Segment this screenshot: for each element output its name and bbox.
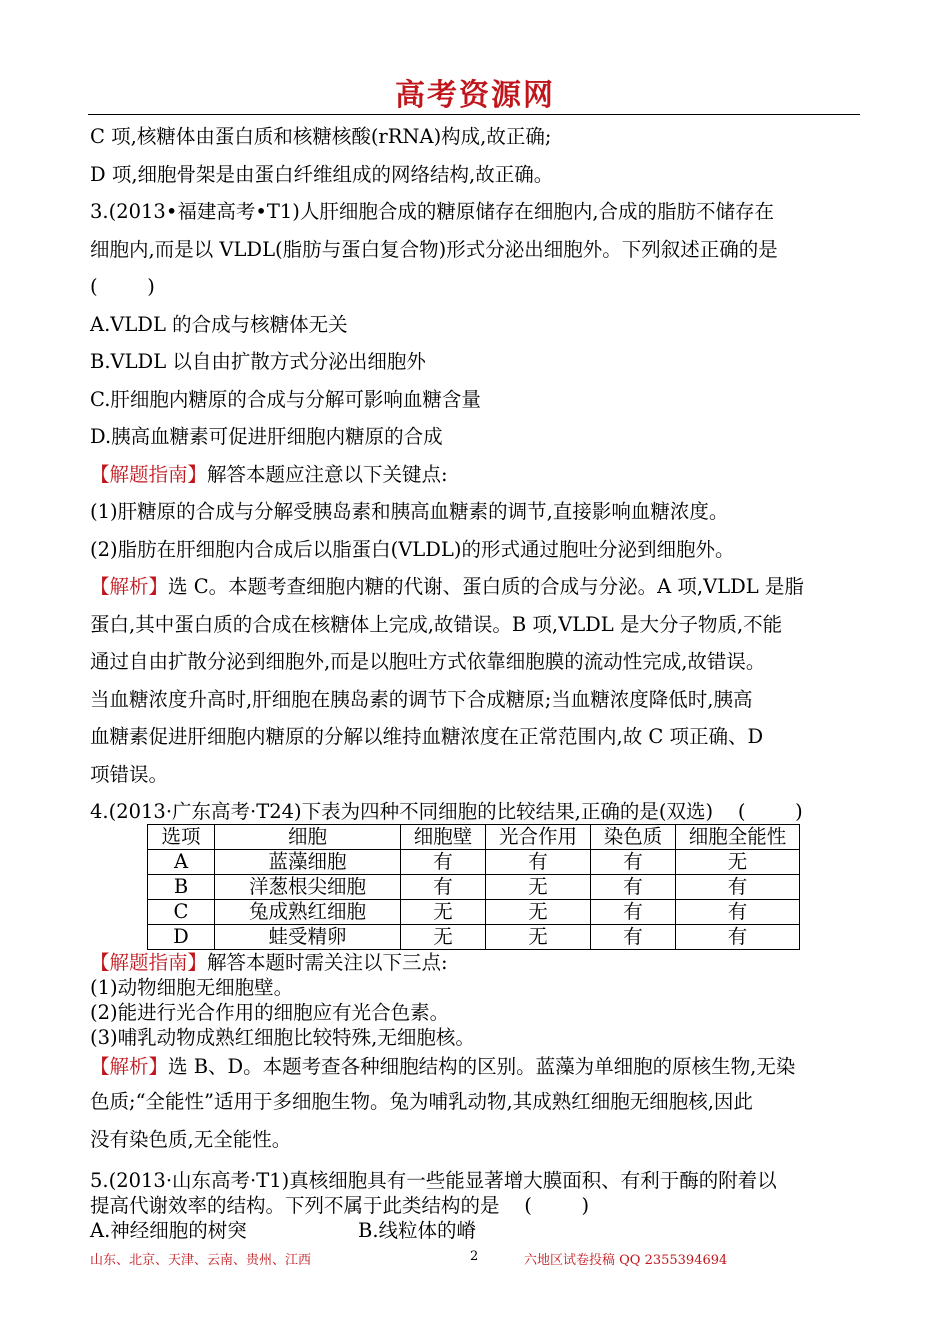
question-3-stem: 3.(2013•福建高考•T1)人肝细胞合成的糖原储存在细胞内,合成的脂肪不储存在 <box>90 200 775 223</box>
analysis-tag: 【解析】 <box>90 1055 169 1078</box>
table-cell: 洋葱根尖细胞 <box>215 875 401 900</box>
table-cell: 有 <box>401 850 486 875</box>
text-line: (3)哺乳动物成熟红细胞比较特殊,无细胞核。 <box>90 1026 475 1049</box>
guide-text: 解答本题应注意以下关键点: <box>207 462 448 486</box>
text-line: (1)肝糖原的合成与分解受胰岛素和胰高血糖素的调节,直接影响血糖浓度。 <box>90 500 729 523</box>
table-cell: 有 <box>591 875 676 900</box>
question-5-stem: 提高代谢效率的结构。下列不属于此类结构的是 ( ) <box>90 1194 590 1217</box>
answer-blank: ( ) <box>90 275 155 298</box>
text-line: D 项,细胞骨架是由蛋白纤维组成的网络结构,故正确。 <box>90 162 554 186</box>
site-logo: 高考资源网 <box>395 78 555 113</box>
table-cell: 蓝藻细胞 <box>215 850 401 875</box>
option-a: A.VLDL 的合成与核糖体无关 <box>90 312 348 336</box>
footer-regions: 山东、北京、天津、云南、贵州、江西 <box>90 1253 312 1268</box>
text-line: 色质;“全能性”适用于多细胞生物。兔为哺乳动物,其成熟红细胞无细胞核,因此 <box>90 1090 753 1113</box>
table-cell: 兔成熟红细胞 <box>215 900 401 925</box>
analysis-text: 选 C。本题考查细胞内糖的代谢、蛋白质的合成与分泌。A 项,VLDL 是脂 <box>168 575 804 598</box>
table-cell: C <box>148 900 215 925</box>
table-header-cell: 光合作用 <box>486 825 591 850</box>
page-footer <box>90 1249 860 1269</box>
text-line: (1)动物细胞无细胞壁。 <box>90 976 294 999</box>
table-header-cell: 染色质 <box>591 825 676 850</box>
table-cell: 有 <box>486 850 591 875</box>
table-header-cell: 细胞 <box>215 825 401 850</box>
question-3-stem: 细胞内,而是以 VLDL(脂肪与蛋白复合物)形式分泌出细胞外。下列叙述正确的是 <box>90 237 778 261</box>
table-cell: 蛙受精卵 <box>215 925 401 950</box>
table-cell: 有 <box>676 900 800 925</box>
table-cell: 无 <box>486 900 591 925</box>
option-d: D.胰高血糖素可促进肝细胞内糖原的合成 <box>90 425 443 448</box>
table-header-cell: 细胞全能性 <box>676 825 800 850</box>
question-5-stem: 5.(2013·山东高考·T1)真核细胞具有一些能显著增大膜面积、有利于酶的附着以 <box>90 1169 777 1192</box>
solution-guide <box>90 950 860 975</box>
table-cell: 有 <box>591 900 676 925</box>
text-line: (2)脂肪在肝细胞内合成后以脂蛋白(VLDL)的形式通过胞吐分泌到细胞外。 <box>90 537 735 561</box>
table-cell: 有 <box>401 875 486 900</box>
option-c: C.肝细胞内糖原的合成与分解可影响血糖含量 <box>90 387 481 411</box>
document-body <box>90 118 860 1243</box>
table-cell: 无 <box>676 850 800 875</box>
table-cell: 有 <box>591 925 676 950</box>
table-cell: 无 <box>401 900 486 925</box>
table-row <box>148 900 800 925</box>
table-cell: D <box>148 925 215 950</box>
table-cell: 有 <box>676 925 800 950</box>
table-row <box>148 850 800 875</box>
analysis-text: 选 B、D。本题考查各种细胞结构的区别。蓝藻为单细胞的原核生物,无染 <box>168 1055 796 1078</box>
table-row <box>148 875 800 900</box>
comparison-table <box>147 824 800 950</box>
analysis-tag: 【解析】 <box>90 575 169 598</box>
text-line: 没有染色质,无全能性。 <box>90 1127 292 1151</box>
table-cell: A <box>148 850 215 875</box>
table-header-cell: 选项 <box>148 825 215 850</box>
footer-contact: 六地区试卷投稿 QQ 2355394694 <box>524 1253 728 1268</box>
page-number: 2 <box>470 1249 479 1264</box>
header-divider <box>88 114 860 115</box>
solution-guide <box>90 456 860 494</box>
text-line: C 项,核糖体由蛋白质和核糖核酸(rRNA)构成,故正确; <box>90 125 552 148</box>
table-cell: 无 <box>486 925 591 950</box>
text-line: 血糖素促进肝细胞内糖原的分解以维持血糖浓度在正常范围内,故 C 项正确、D <box>90 725 764 748</box>
table-cell: 无 <box>486 875 591 900</box>
option-b: B.VLDL 以自由扩散方式分泌出细胞外 <box>90 350 426 373</box>
guide-tag: 【解题指南】 <box>90 462 208 486</box>
text-line: 通过自由扩散分泌到细胞外,而是以胞吐方式依靠细胞膜的流动性完成,故错误。 <box>90 650 766 673</box>
table-header-row <box>148 825 800 850</box>
table-header-cell: 细胞壁 <box>401 825 486 850</box>
option-a: A.神经细胞的树突 <box>90 1219 247 1242</box>
table-row <box>148 925 800 950</box>
text-line: (2)能进行光合作用的细胞应有光合色素。 <box>90 1001 450 1024</box>
question-5-options <box>90 1218 860 1243</box>
option-b: B.线粒体的嵴 <box>358 1219 477 1242</box>
table-cell: 有 <box>676 875 800 900</box>
table-cell: 无 <box>401 925 486 950</box>
table-cell: B <box>148 875 215 900</box>
analysis <box>90 1050 860 1083</box>
text-line: 蛋白,其中蛋白质的合成在核糖体上完成,故错误。B 项,VLDL 是大分子物质,不能 <box>90 612 783 636</box>
text-line: 项错误。 <box>90 762 169 786</box>
question-4-stem: 4.(2013·广东高考·T24)下表为四种不同细胞的比较结果,正确的是(双选) ( ) <box>90 800 803 823</box>
guide-tag: 【解题指南】 <box>90 951 208 974</box>
analysis <box>90 568 860 606</box>
text-line: 当血糖浓度升高时,肝细胞在胰岛素的调节下合成糖原;当血糖浓度降低时,胰高 <box>90 687 753 711</box>
table-cell: 有 <box>591 850 676 875</box>
guide-text: 解答本题时需关注以下三点: <box>207 951 448 974</box>
